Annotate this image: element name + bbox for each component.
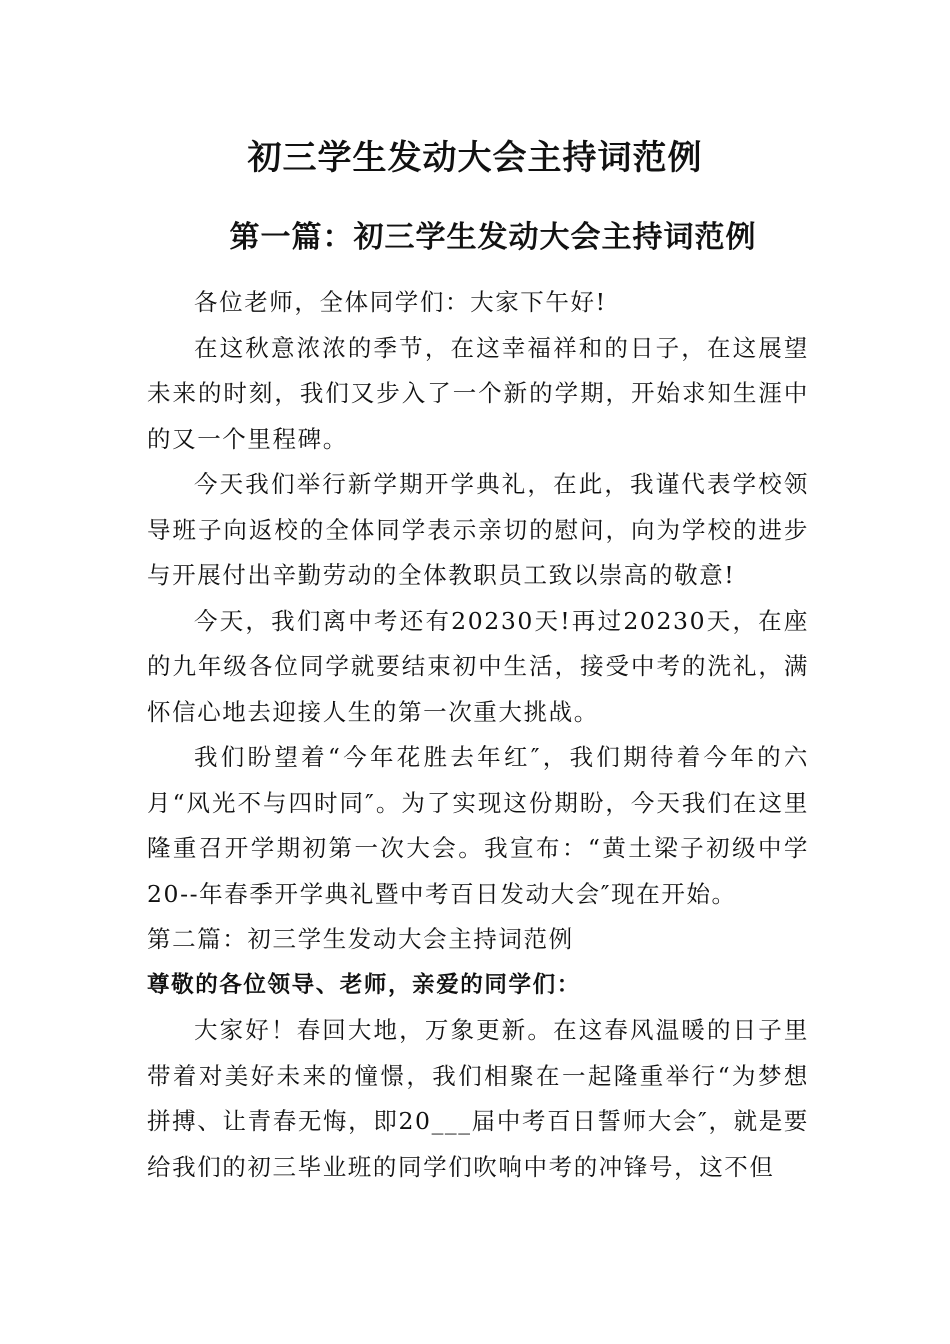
paragraph: 今天，我们离中考还有20230天!再过20230天，在座的九年级各位同学就要结束初中生活，接受中考的洗礼，满怀信心地去迎接人生的第一次重大挑战。	[147, 606, 809, 726]
paragraph: 今天我们举行新学期开学典礼，在此，我谨代表学校领导班子向返校的全体同学表示亲切的慰问，向为学校的进步与开展付出辛勤劳动的全体教职员工致以崇高的敬意!	[147, 470, 809, 589]
section2-greeting: 尊敬的各位领导、老师，亲爱的同学们：	[147, 971, 581, 998]
paragraph-greeting: 各位老师，全体同学们：大家下午好!	[194, 288, 607, 316]
document-title: 初三学生发动大会主持词范例	[247, 138, 703, 178]
section2-heading: 第二篇：初三学生发动大会主持词范例	[147, 925, 574, 953]
document-body	[147, 280, 809, 1190]
paragraph: 我们盼望着“今年花胜去年红″，我们期待着今年的六月“风光不与四时同″。为了实现这份期盼，今天我们在这里隆重召开学期初第一次大会。我宣布：“黄土梁子初级中学20--年春季开学典礼暨中考百日发动大会″现在开始。	[147, 743, 809, 908]
paragraph: 大家好！春回大地，万象更新。在这春风温暖的日子里带着对美好未来的憧憬，我们相聚在一起隆重举行“为梦想拼搏、让青春无悔，即20___届中考百日誓师大会″，就是要给我们的初三毕业班的同学们吹响中考的冲锋号，这不但	[147, 1016, 809, 1181]
section1-heading: 第一篇：初三学生发动大会主持词范例	[229, 220, 757, 255]
paragraph: 在这秋意浓浓的季节，在这幸福祥和的日子，在这展望未来的时刻，我们又步入了一个新的学期，开始求知生涯中的又一个里程碑。	[147, 333, 809, 453]
